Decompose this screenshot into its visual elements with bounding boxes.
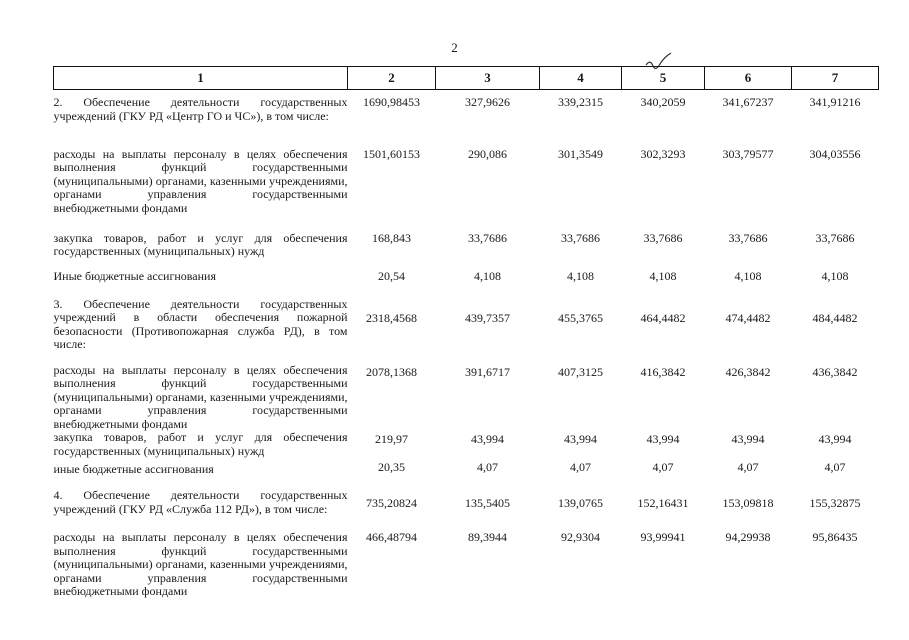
- table-row: [54, 264, 879, 290]
- value-cell: 1501,60153: [363, 146, 420, 161]
- value-cell: 4,108: [821, 268, 849, 283]
- value-cell: 4,07: [652, 460, 674, 474]
- value-cell: 304,03556: [809, 146, 861, 161]
- value-cell: 341,67237: [722, 95, 774, 109]
- table-header-row: [54, 67, 879, 90]
- value-cell: 33,7686: [468, 230, 507, 245]
- value-cell: 4,108: [474, 268, 501, 283]
- header-cell: 1: [54, 67, 348, 90]
- table-row: [54, 290, 879, 358]
- row-description: расходы на выплаты персоналу в целях обеспечения выполнения функций государственными (муниципальными) органами, казенными учреждениями, органами управления государственными внебюджетными фондами: [53, 530, 348, 598]
- table-row: [54, 431, 879, 461]
- row-description: закупка товаров, работ и услуг для обеспечения государственных (муниципальных) нужд: [53, 230, 348, 258]
- value-cell: 1690,98453: [363, 95, 420, 109]
- budget-table: [53, 66, 879, 605]
- value-cell: 2318,4568: [366, 310, 417, 325]
- table-row: [54, 90, 879, 142]
- value-cell: 153,09818: [722, 496, 774, 510]
- value-cell: 2078,1368: [366, 364, 417, 379]
- value-cell: 391,6717: [465, 364, 510, 379]
- value-cell: 4,108: [649, 268, 677, 283]
- value-cell: 290,086: [468, 146, 507, 161]
- header-cell: 4: [540, 67, 622, 90]
- value-cell: 33,7686: [561, 230, 600, 245]
- value-cell: 219,97: [375, 432, 408, 446]
- value-cell: 436,3842: [812, 364, 858, 379]
- row-description: расходы на выплаты персоналу в целях обеспечения выполнения функций государственными (муниципальными) органами, казенными учреждениями, органами управления государственными внебюджетными фондами: [53, 146, 348, 215]
- value-cell: 407,3125: [558, 364, 603, 379]
- value-cell: 4,07: [824, 460, 846, 474]
- value-cell: 339,2315: [558, 95, 603, 109]
- header-cell: 3: [436, 67, 540, 90]
- value-cell: 474,4482: [725, 310, 771, 325]
- value-cell: 20,54: [378, 268, 405, 283]
- table-row: [54, 461, 879, 483]
- value-cell: 735,20824: [366, 496, 417, 510]
- value-cell: 139,0765: [558, 496, 603, 510]
- value-cell: 33,7686: [643, 230, 683, 245]
- value-cell: 340,2059: [640, 95, 686, 109]
- value-cell: 93,99941: [640, 530, 686, 544]
- value-cell: 4,07: [737, 460, 759, 474]
- value-cell: 95,86435: [812, 530, 858, 544]
- value-cell: 89,3944: [468, 530, 507, 544]
- value-cell: 341,91216: [809, 95, 861, 109]
- value-cell: 94,29938: [725, 530, 771, 544]
- row-description: иные бюджетные ассигнования: [53, 462, 214, 476]
- value-cell: 33,7686: [728, 230, 768, 245]
- value-cell: 155,32875: [809, 496, 861, 510]
- value-cell: 43,994: [646, 432, 680, 446]
- table-row: [54, 529, 879, 605]
- value-cell: 43,994: [471, 432, 504, 446]
- value-cell: 20,35: [378, 460, 405, 474]
- value-cell: 302,3293: [640, 146, 686, 161]
- value-cell: 43,994: [564, 432, 597, 446]
- value-cell: 301,3549: [558, 146, 603, 161]
- table-row: [54, 228, 879, 264]
- value-cell: 43,994: [818, 432, 852, 446]
- value-cell: 43,994: [731, 432, 765, 446]
- value-cell: 484,4482: [812, 310, 858, 325]
- value-cell: 455,3765: [558, 310, 603, 325]
- row-description: 3. Обеспечение деятельности государственных учреждений в области обеспечения пожарной безопасности (Противопожарная служба РД), в том числе:: [53, 296, 348, 351]
- row-description: закупка товаров, работ и услуг для обеспечения государственных (муниципальных) нужд: [53, 430, 348, 458]
- value-cell: 4,108: [734, 268, 762, 283]
- table-row: [54, 358, 879, 432]
- value-cell: 416,3842: [640, 364, 686, 379]
- value-cell: 168,843: [372, 230, 411, 245]
- value-cell: 327,9626: [465, 95, 510, 109]
- value-cell: 426,3842: [725, 364, 771, 379]
- value-cell: 135,5405: [465, 496, 510, 510]
- header-cell: 6: [705, 67, 792, 90]
- header-cell: 5: [622, 67, 705, 90]
- table-row: [54, 483, 879, 529]
- value-cell: 4,108: [567, 268, 594, 283]
- value-cell: 4,07: [570, 460, 591, 474]
- value-cell: 92,9304: [561, 530, 600, 544]
- value-cell: 4,07: [477, 460, 498, 474]
- page-number: 2: [451, 40, 458, 55]
- value-cell: 466,48794: [366, 530, 417, 544]
- header-cell: 2: [348, 67, 436, 90]
- row-description: 2. Обеспечение деятельности государственных учреждений (ГКУ РД «Центр ГО и ЧС»), в том числе:: [53, 95, 348, 123]
- header-cell: 7: [792, 67, 879, 90]
- table-row: [54, 142, 879, 228]
- value-cell: 303,79577: [722, 146, 774, 161]
- row-description: расходы на выплаты персоналу в целях обеспечения выполнения функций государственными (муниципальными) органами, казенными учреждениями, органами управления государственными внебюджетными фондами: [53, 362, 348, 431]
- value-cell: 152,16431: [637, 496, 689, 510]
- row-description: Иные бюджетные ассигнования: [53, 268, 216, 283]
- row-description: 4. Обеспечение деятельности государственных учреждений (ГКУ РД «Служба 112 РД»), в том числе:: [53, 488, 348, 516]
- value-cell: 464,4482: [640, 310, 686, 325]
- value-cell: 33,7686: [815, 230, 855, 245]
- value-cell: 439,7357: [465, 310, 510, 325]
